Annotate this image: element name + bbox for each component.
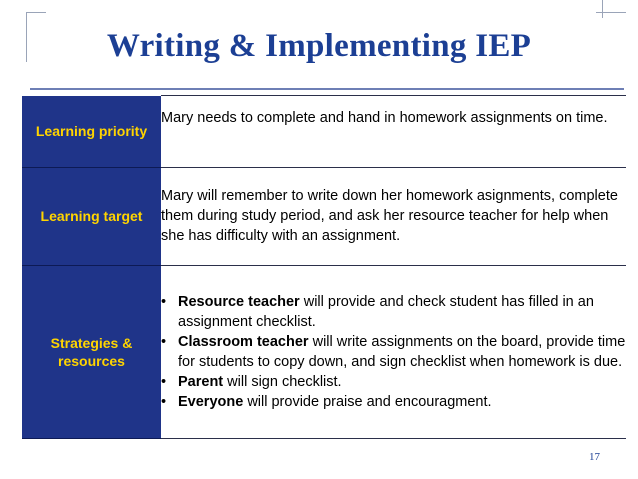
row-text-strategies-resources (161, 265, 626, 438)
role-name: Everyone (178, 393, 244, 410)
iep-table (22, 95, 626, 439)
role-description: will provide and check student has filled in an assignment checklist. (178, 293, 594, 330)
list-item (161, 372, 626, 392)
list-item (161, 392, 626, 412)
role-name: Classroom teacher (178, 333, 309, 350)
table-row (22, 96, 626, 168)
role-name: Parent (178, 373, 224, 390)
slide-title: Writing & Implementing IEP (106, 28, 532, 64)
row-label-learning-target: Learning target (22, 167, 161, 265)
frame-corner-right-horizontal (596, 12, 626, 13)
label-text: Strategies & resources (50, 334, 133, 369)
table-row (22, 265, 626, 438)
frame-corner-left-horizontal (26, 12, 46, 13)
bullet-marker: • (161, 333, 167, 350)
frame-corner-right-vertical (602, 0, 603, 18)
list-item (161, 292, 626, 332)
page-number: 17 (589, 451, 600, 463)
row-label-learning-priority: Learning priority (22, 96, 161, 168)
strategies-list (161, 292, 626, 412)
title-divider (30, 88, 624, 90)
role-name: Resource teacher (178, 293, 300, 310)
row-text-learning-priority: Mary needs to complete and hand in homework assignments on time. (161, 96, 626, 168)
list-item (161, 332, 626, 372)
bullet-marker: • (161, 373, 167, 390)
role-description: will write assignments on the board, provide time for students to copy down, and sign checklist when homework is due. (178, 333, 626, 370)
role-description: will provide praise and encouragment. (243, 393, 492, 410)
row-label-strategies-resources (22, 265, 161, 438)
table-row (22, 167, 626, 265)
row-text-learning-target: Mary will remember to write down her homework asignments, complete them during study period, and ask her resource teacher for help when she has difficulty with an assignment. (161, 167, 626, 265)
bullet-marker: • (161, 393, 167, 410)
role-description: will sign checklist. (223, 373, 342, 390)
bullet-marker: • (161, 293, 167, 310)
